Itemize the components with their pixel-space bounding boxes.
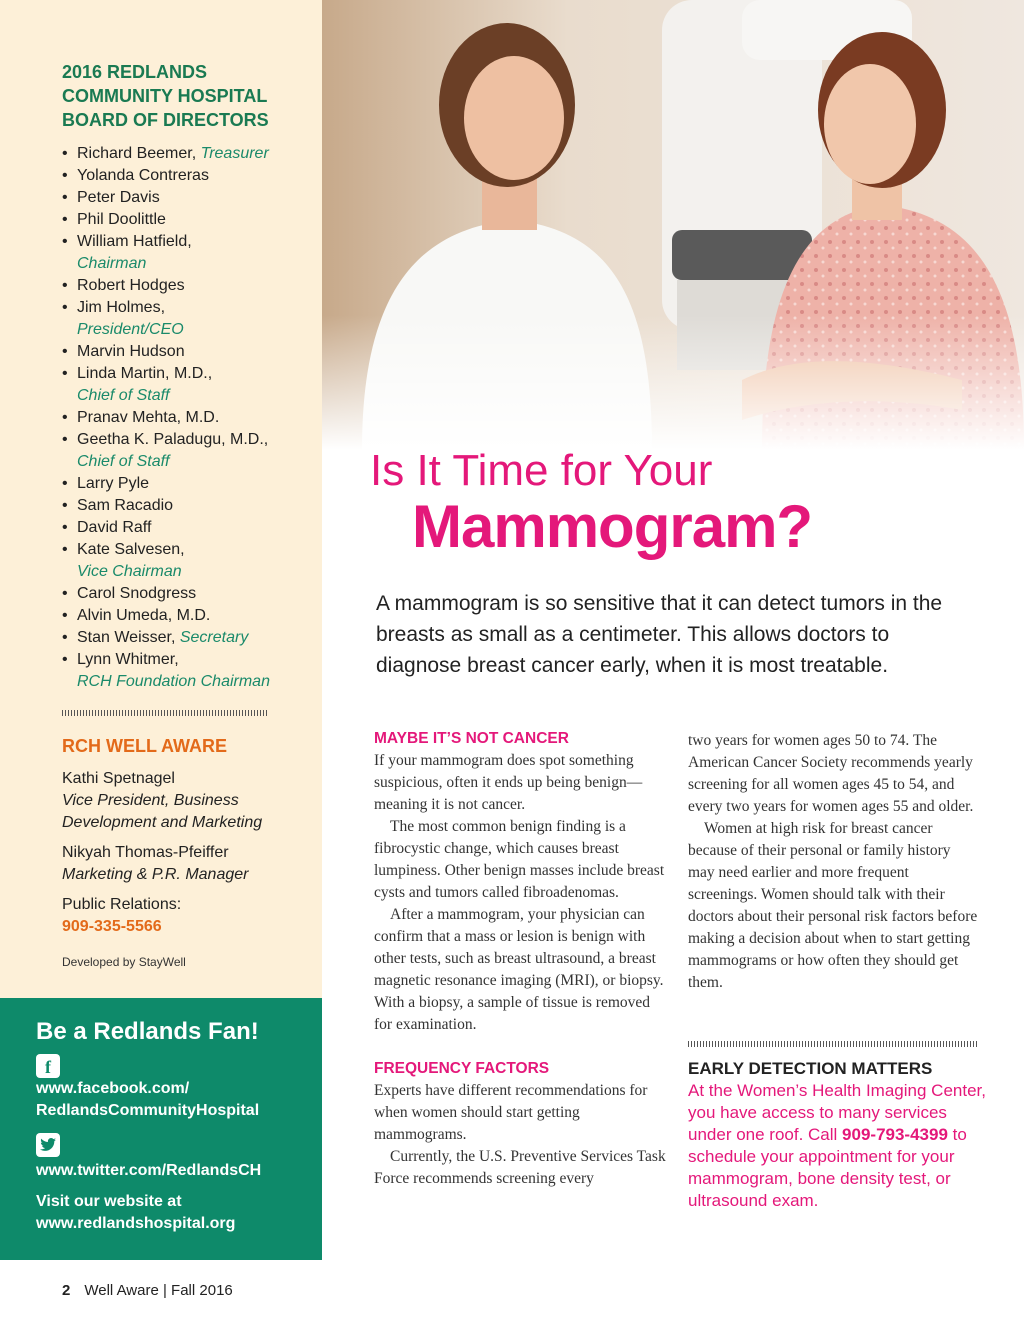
article-column-1 <box>374 728 666 1190</box>
paragraph: If your mammogram does spot something suspicious, often it ends up being benign—meaning it is not cancer. <box>374 752 643 813</box>
member-name: Linda Martin, M.D., <box>77 365 213 382</box>
board-member <box>62 473 317 495</box>
twitter-link[interactable]: www.twitter.com/RedlandsCH <box>36 1162 262 1179</box>
twitter-icon[interactable] <box>36 1133 60 1157</box>
board-member <box>62 297 317 341</box>
member-name: Jim Holmes, <box>77 299 166 316</box>
imaging-center-phone[interactable]: 909-793-4399 <box>842 1125 948 1144</box>
board-title: 2016 REDLANDS COMMUNITY HOSPITAL BOARD OF DIRECTORS <box>62 62 269 130</box>
member-role: President/CEO <box>77 321 184 338</box>
member-name: David Raff <box>77 519 152 536</box>
board-member <box>62 429 317 473</box>
divider <box>62 710 268 716</box>
board-member <box>62 165 317 187</box>
publication-name: Well Aware | Fall 2016 <box>84 1282 233 1299</box>
member-name: Richard Beemer, <box>77 145 201 162</box>
member-name: Pranav Mehta, M.D. <box>77 409 220 426</box>
member-name: Yolanda Contreras <box>77 167 209 184</box>
member-name: Geetha K. Paladugu, M.D., <box>77 431 269 448</box>
page-number: 2 <box>62 1282 71 1299</box>
well-aware-title: RCH WELL AWARE <box>62 736 227 756</box>
contact-title: Vice President, Business Development and Marketing <box>62 792 263 831</box>
paragraph: The most common benign finding is a fibrocystic change, which causes breast lumpiness. Other benign masses include breast cysts and tumors called fibroadenomas. <box>374 818 665 901</box>
hero-photo <box>322 0 1024 450</box>
facebook-url-line-2[interactable]: RedlandsCommunityHospital <box>36 1102 260 1119</box>
contact-title: Marketing & P.R. Manager <box>62 866 249 883</box>
early-detection-title: EARLY DETECTION MATTERS <box>688 1059 933 1078</box>
sidebar <box>0 0 322 998</box>
board-member <box>62 583 317 605</box>
member-role: Chief of Staff <box>77 387 170 404</box>
member-name: Larry Pyle <box>77 475 150 492</box>
early-detection-body <box>688 1080 988 1212</box>
board-member <box>62 231 317 275</box>
paragraph: Currently, the U.S. Preventive Services Task Force recommends screening every <box>374 1148 666 1187</box>
pr-label: Public Relations: <box>62 896 182 913</box>
contact-nikyah <box>62 842 248 886</box>
website-link[interactable]: www.redlandshospital.org <box>36 1215 236 1232</box>
paragraph: two years for women ages 50 to 74. The American Cancer Society recommends yearly screening for all women ages 45 to 54, and every two years for women ages 55 and older. <box>688 732 974 815</box>
board-member <box>62 627 317 649</box>
member-name: Robert Hodges <box>77 277 185 294</box>
member-name: Lynn Whitmer, <box>77 651 179 668</box>
fan-title: Be a Redlands Fan! <box>36 1018 259 1045</box>
headline-line-1: Is It Time for Your <box>370 446 713 495</box>
board-member <box>62 495 317 517</box>
member-name: Phil Doolittle <box>77 211 166 228</box>
facebook-link[interactable] <box>36 1078 259 1122</box>
social-box <box>0 998 322 1260</box>
member-name: Sam Racadio <box>77 497 174 514</box>
developed-by: Developed by StayWell <box>62 955 186 969</box>
member-role: Treasurer <box>200 145 269 162</box>
article-column-2 <box>688 730 980 994</box>
paragraph: After a mammogram, your physician can confirm that a mass or lesion is benign with other tests, such as breast ultrasound, a breast magnetic resonance imaging (MRI), or biopsy. With a biopsy, a sample of tissue is removed for examination. <box>374 906 664 1033</box>
early-body-text: At the Women’s Health Imaging Center, you have access to many services under one roof. Call <box>688 1081 986 1144</box>
early-detection-box <box>688 1058 988 1212</box>
member-name: Stan Weisser, <box>77 629 180 646</box>
member-name: Kate Salvesen, <box>77 541 185 558</box>
board-member <box>62 605 317 627</box>
board-member <box>62 275 317 297</box>
early-body-text: to schedule your appointment for your mammogram, bone density test, or ultrasound exam. <box>688 1125 967 1210</box>
divider <box>688 1041 978 1047</box>
member-name: Marvin Hudson <box>77 343 185 360</box>
member-role: Chairman <box>77 255 147 272</box>
headline-line-2: Mammogram? <box>412 493 813 560</box>
board-member <box>62 143 317 165</box>
public-relations <box>62 894 181 938</box>
twitter-bird-icon <box>40 1138 56 1152</box>
board-member <box>62 407 317 429</box>
member-name: Alvin Umeda, M.D. <box>77 607 211 624</box>
board-member <box>62 209 317 231</box>
board-member <box>62 363 317 407</box>
member-role: RCH Foundation Chairman <box>77 673 270 690</box>
board-member <box>62 187 317 209</box>
paragraph: Women at high risk for breast cancer because of their personal or family history may need earlier and more frequent screenings. Women should talk with their doctors about their personal risk factors before making a decision about when to start getting mammograms or how often they should get them. <box>688 820 978 991</box>
pr-phone[interactable]: 909-335-5566 <box>62 918 162 935</box>
subhead-frequency: FREQUENCY FACTORS <box>374 1060 550 1077</box>
article-lede: A mammogram is so sensitive that it can detect tumors in the breasts as small as a centimeter. This allows doctors to diagnose breast cancer early, when it is most treatable. <box>376 592 943 677</box>
member-role: Vice Chairman <box>77 563 182 580</box>
contact-name: Nikyah Thomas-Pfeiffer <box>62 844 229 861</box>
board-member <box>62 517 317 539</box>
member-role: Chief of Staff <box>77 453 170 470</box>
board-member <box>62 649 317 693</box>
facebook-icon[interactable]: f <box>36 1054 60 1078</box>
board-member <box>62 539 317 583</box>
website-label: Visit our website at <box>36 1193 182 1210</box>
website-block <box>36 1191 235 1235</box>
member-name: Carol Snodgress <box>77 585 197 602</box>
board-member-list <box>62 143 317 693</box>
photo-nurse-and-patient <box>322 0 1024 450</box>
facebook-url-line-1[interactable]: www.facebook.com/ <box>36 1080 190 1097</box>
member-name: Peter Davis <box>77 189 160 206</box>
member-name: William Hatfield, <box>77 233 192 250</box>
board-member <box>62 341 317 363</box>
contact-name: Kathi Spetnagel <box>62 770 175 787</box>
page-footer <box>62 1282 233 1299</box>
paragraph: Experts have different recommendations for when women should start getting mammograms. <box>374 1082 648 1143</box>
subhead-not-cancer: MAYBE IT’S NOT CANCER <box>374 730 569 747</box>
member-role: Secretary <box>179 629 249 646</box>
contact-kathi <box>62 768 322 834</box>
